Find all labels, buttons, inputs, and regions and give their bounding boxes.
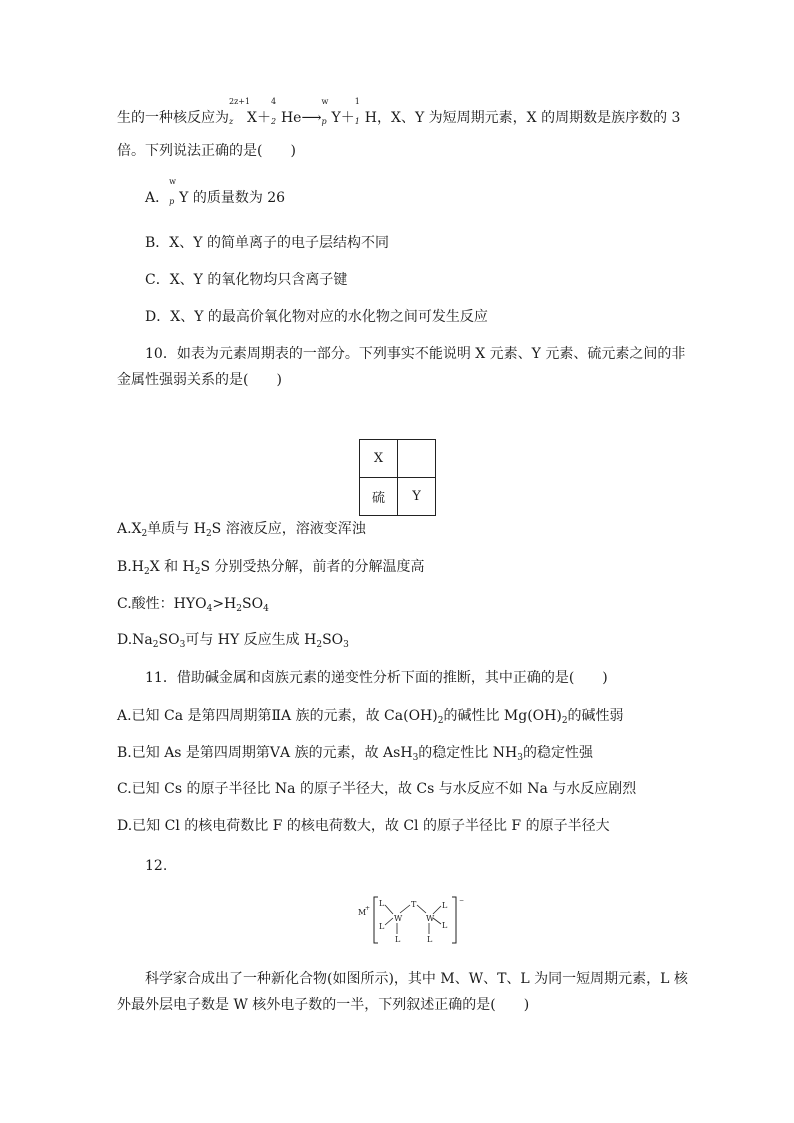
- reaction-arrow: ⟶: [301, 110, 322, 126]
- structure-w-right: W: [426, 914, 435, 923]
- q10-option-d: $D.Na_2SO_3$可与 HY 反应生成 $H_2SO_3$: [117, 632, 349, 650]
- structure-l-3: L: [395, 935, 401, 944]
- structure-w-left: W: [394, 914, 403, 923]
- table-cell-empty: [398, 440, 436, 478]
- table-cell-x: X: [360, 440, 398, 478]
- q10-stem-line2: 金属性强弱关系的是( ): [117, 372, 282, 388]
- q11-stem: 11．借助碱金属和卤族元素的递变性分析下面的推断，其中正确的是( ): [145, 670, 608, 686]
- isotope-y-option: w p: [169, 177, 176, 206]
- q9-stem-line2: 倍。下列说法正确的是( ): [117, 143, 296, 159]
- q9-option-d: D．X、Y 的最高价氧化物对应的水化物之间可发生反应: [145, 309, 488, 325]
- structure-cation-m: M: [358, 908, 367, 917]
- q10-option-b: $B.H_2X$ 和 $H_2S$ 分别受热分解，前者的分解温度高: [117, 559, 425, 577]
- isotope-x: 2z+1 z: [229, 97, 251, 126]
- q9-option-a: A． w p Y 的质量数为 26: [145, 177, 286, 206]
- structure-l-2: L: [379, 922, 385, 931]
- q12-stem-line2: 外最外层电子数是 W 核外电子数的一半，下列叙述正确的是( ): [117, 997, 530, 1013]
- q12-number: 12.: [145, 858, 168, 874]
- q9-stem-line1: 生的一种核反应为 2z+1 z X＋ 4 2 He⟶ w p Y＋ 1 1 H，X、Y 为短周期元素，X 的周期数是族序数的 3: [117, 97, 681, 126]
- structure-left-bracket: [374, 897, 378, 943]
- q11-option-d: D.已知 Cl 的核电荷数比 F 的核电荷数大，故 Cl 的原子半径比 F 的原子半径大: [117, 818, 610, 834]
- isotope-y: w p: [321, 97, 329, 126]
- structure-l-5: L: [442, 921, 448, 930]
- q10-option-c: C.酸性：$HYO_4>H_2SO_4$: [117, 596, 269, 614]
- table-cell-sulfur: 硫: [360, 478, 398, 516]
- q9-option-c: C．X、Y 的氧化物均只含离子键: [145, 272, 348, 288]
- q10-option-a: $A.X_2$单质与 $H_2S$ 溶液反应，溶液变浑浊: [117, 521, 366, 539]
- q12-stem-line1: 科学家合成出了一种新化合物(如图所示)，其中 M、W、T、L 为同一短周期元素，L 核: [145, 971, 688, 987]
- periodic-table-fragment: [359, 439, 436, 516]
- structure-t: T: [411, 900, 417, 909]
- table-cell-y: Y: [398, 478, 436, 516]
- structure-l-6: L: [427, 935, 433, 944]
- q11-option-a: A.已知 Ca 是第四周期第ⅡA 族的元素，故 $Ca(OH)_2$的碱性比 $Mg(OH)_2$的碱性弱: [117, 708, 624, 726]
- structure-anion-charge: −: [459, 897, 465, 904]
- q11-option-c: C.已知 Cs 的原子半径比 Na 的原子半径大，故 Cs 与水反应不如 Na 与水反应剧烈: [117, 781, 637, 797]
- structure-l-4: L: [442, 901, 448, 910]
- q11-option-b: B.已知 As 是第四周期第ⅤA 族的元素，故 AsH$_3$的稳定性比 $NH_3$的稳定性强: [117, 745, 593, 763]
- isotope-h: 1 1: [354, 97, 360, 126]
- compound-structure-diagram: [356, 893, 466, 947]
- structure-l-1: L: [379, 899, 385, 908]
- isotope-he: 4 2: [270, 97, 277, 126]
- q9-option-b: B．X、Y 的简单离子的电子层结构不同: [145, 235, 389, 251]
- q10-stem-line1: 10．如表为元素周期表的一部分。下列事实不能说明 X 元素、Y 元素、硫元素之间的非: [145, 346, 686, 362]
- structure-right-bracket: [452, 897, 456, 943]
- structure-cation-charge: +: [365, 905, 371, 912]
